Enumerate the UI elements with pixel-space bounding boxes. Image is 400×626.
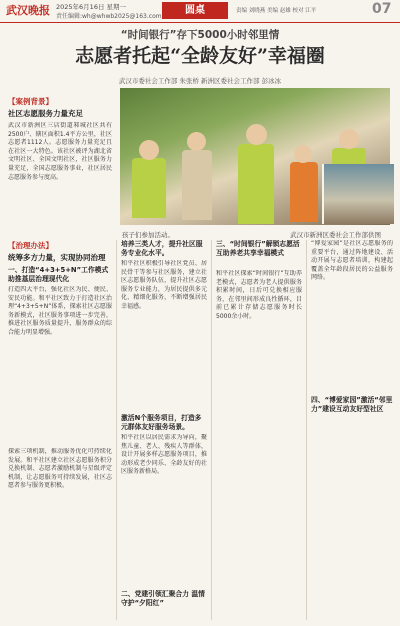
column-divider [306,240,307,620]
masthead [0,0,400,22]
issue-date: 2025年6月16日 星期一 [56,3,127,11]
subhead-model: 一、打造“4+3+5+N”工作模式 助推基层治理现代化 [8,266,109,283]
section-label: 圆桌 [162,2,228,19]
staff-credits: 责编 刘晓燕 美编 赵雄 校对 江平 [236,8,317,14]
section-tag-background: 【案例背景】 [8,97,53,106]
time-bank-body: 和平社区探索“时间银行”互助养老模式，志愿者为老人提供服务积累时间，日后可兑换相应服务，在邻里间形成良性循环，目前已累计存储志愿服务时长5000余小时。 [216,270,302,320]
col4-body: “博爱家园”是社区志愿服务的重要平台，通过阵地建设、活动开展与志愿者培训，构建起覆盖全年龄段居民的公益服务网络。 [311,240,393,282]
article-subtitle: “时间银行”存下5000小时邻里情 [120,29,280,41]
subhead-boai: 四、“博爱家园”激活“邻里力”建设互动友好型社区 [311,396,393,413]
article-headline: 志愿者托起“全龄友好”幸福圈 [75,45,325,67]
photo-credit: 武汉市新洲区委社会工作部供图 [290,231,381,239]
talent-body: 和平社区积极引导社区党员、居民骨干等参与社区服务，建立社区志愿服务队伍，提升社区志愿服务专业能力，为居民提供多元化、精细化服务，不断增强居民幸福感。 [121,260,207,310]
subhead-party: 二、党建引领汇聚合力 温情守护“夕阳红” [121,590,205,607]
background-body: 武汉市新洲区三店街道邾城社区共有2500户、辖区面积1.4平方公里，社区志愿者1112人。志愿服务力量充足且在社区一大特色。该社区被评为湖北省文明社区、全国文明社区，社区服务力量充足，全国志愿服务事业，社区居民志愿服务参与度高。 [8,122,112,181]
section-title-method: 统筹多方力量，实现协同治理 [8,253,106,262]
photo-caption: 孩子们参加活动。 [122,231,174,239]
column-divider [211,240,212,620]
section-title-background: 社区志愿服务力量充足 [8,109,83,118]
method-body-1: 打造四大平台，强化社区为民、便民、安民功能。和平社区致力于打造社区治理“4+3+5+N”体系，探索社区志愿服务新模式，社区服务事项进一步完善，推进社区服务质量提升，服务群众的综合能力明显增强。 [8,286,112,336]
subhead-projects: 激活N个服务项目，打造多元群体友好服务场景。 [121,414,202,431]
subhead-time-bank: 三、“时间银行”解锁志愿活互助养老共享幸福模式 [216,240,300,257]
paper-name: 武汉晚报 [6,4,50,17]
page-number: 07 [372,1,392,17]
article-byline: 武汉市委社会工作部 朱张桥 新洲区委社会工作部 彭冰冰 [118,77,282,85]
editor-contact: 责任编辑:wh@whwb2025@163.com [56,13,162,20]
subhead-talent: 培养三类人才，提升社区服务专业化水平。 [121,240,203,257]
column-divider [116,240,117,620]
projects-body: 和平社区以居民需求为导向，聚焦儿童、老人、残疾人等群体，设计开展多样志愿服务项目，推动形成老少同乐、全龄友好的社区服务新格局。 [121,434,207,476]
masthead-rule [0,22,400,23]
section-tag-method: 【治理办法】 [8,241,53,250]
secondary-photo [322,164,394,224]
method-body-2: 探索三项机制，推动服务优化可持续化发展。和平社区建立社区志愿服务积分兑换机制、志愿者激励机制与星级评定机制，让志愿服务可持续发展，社区志愿者参与服务更积极。 [8,448,112,490]
